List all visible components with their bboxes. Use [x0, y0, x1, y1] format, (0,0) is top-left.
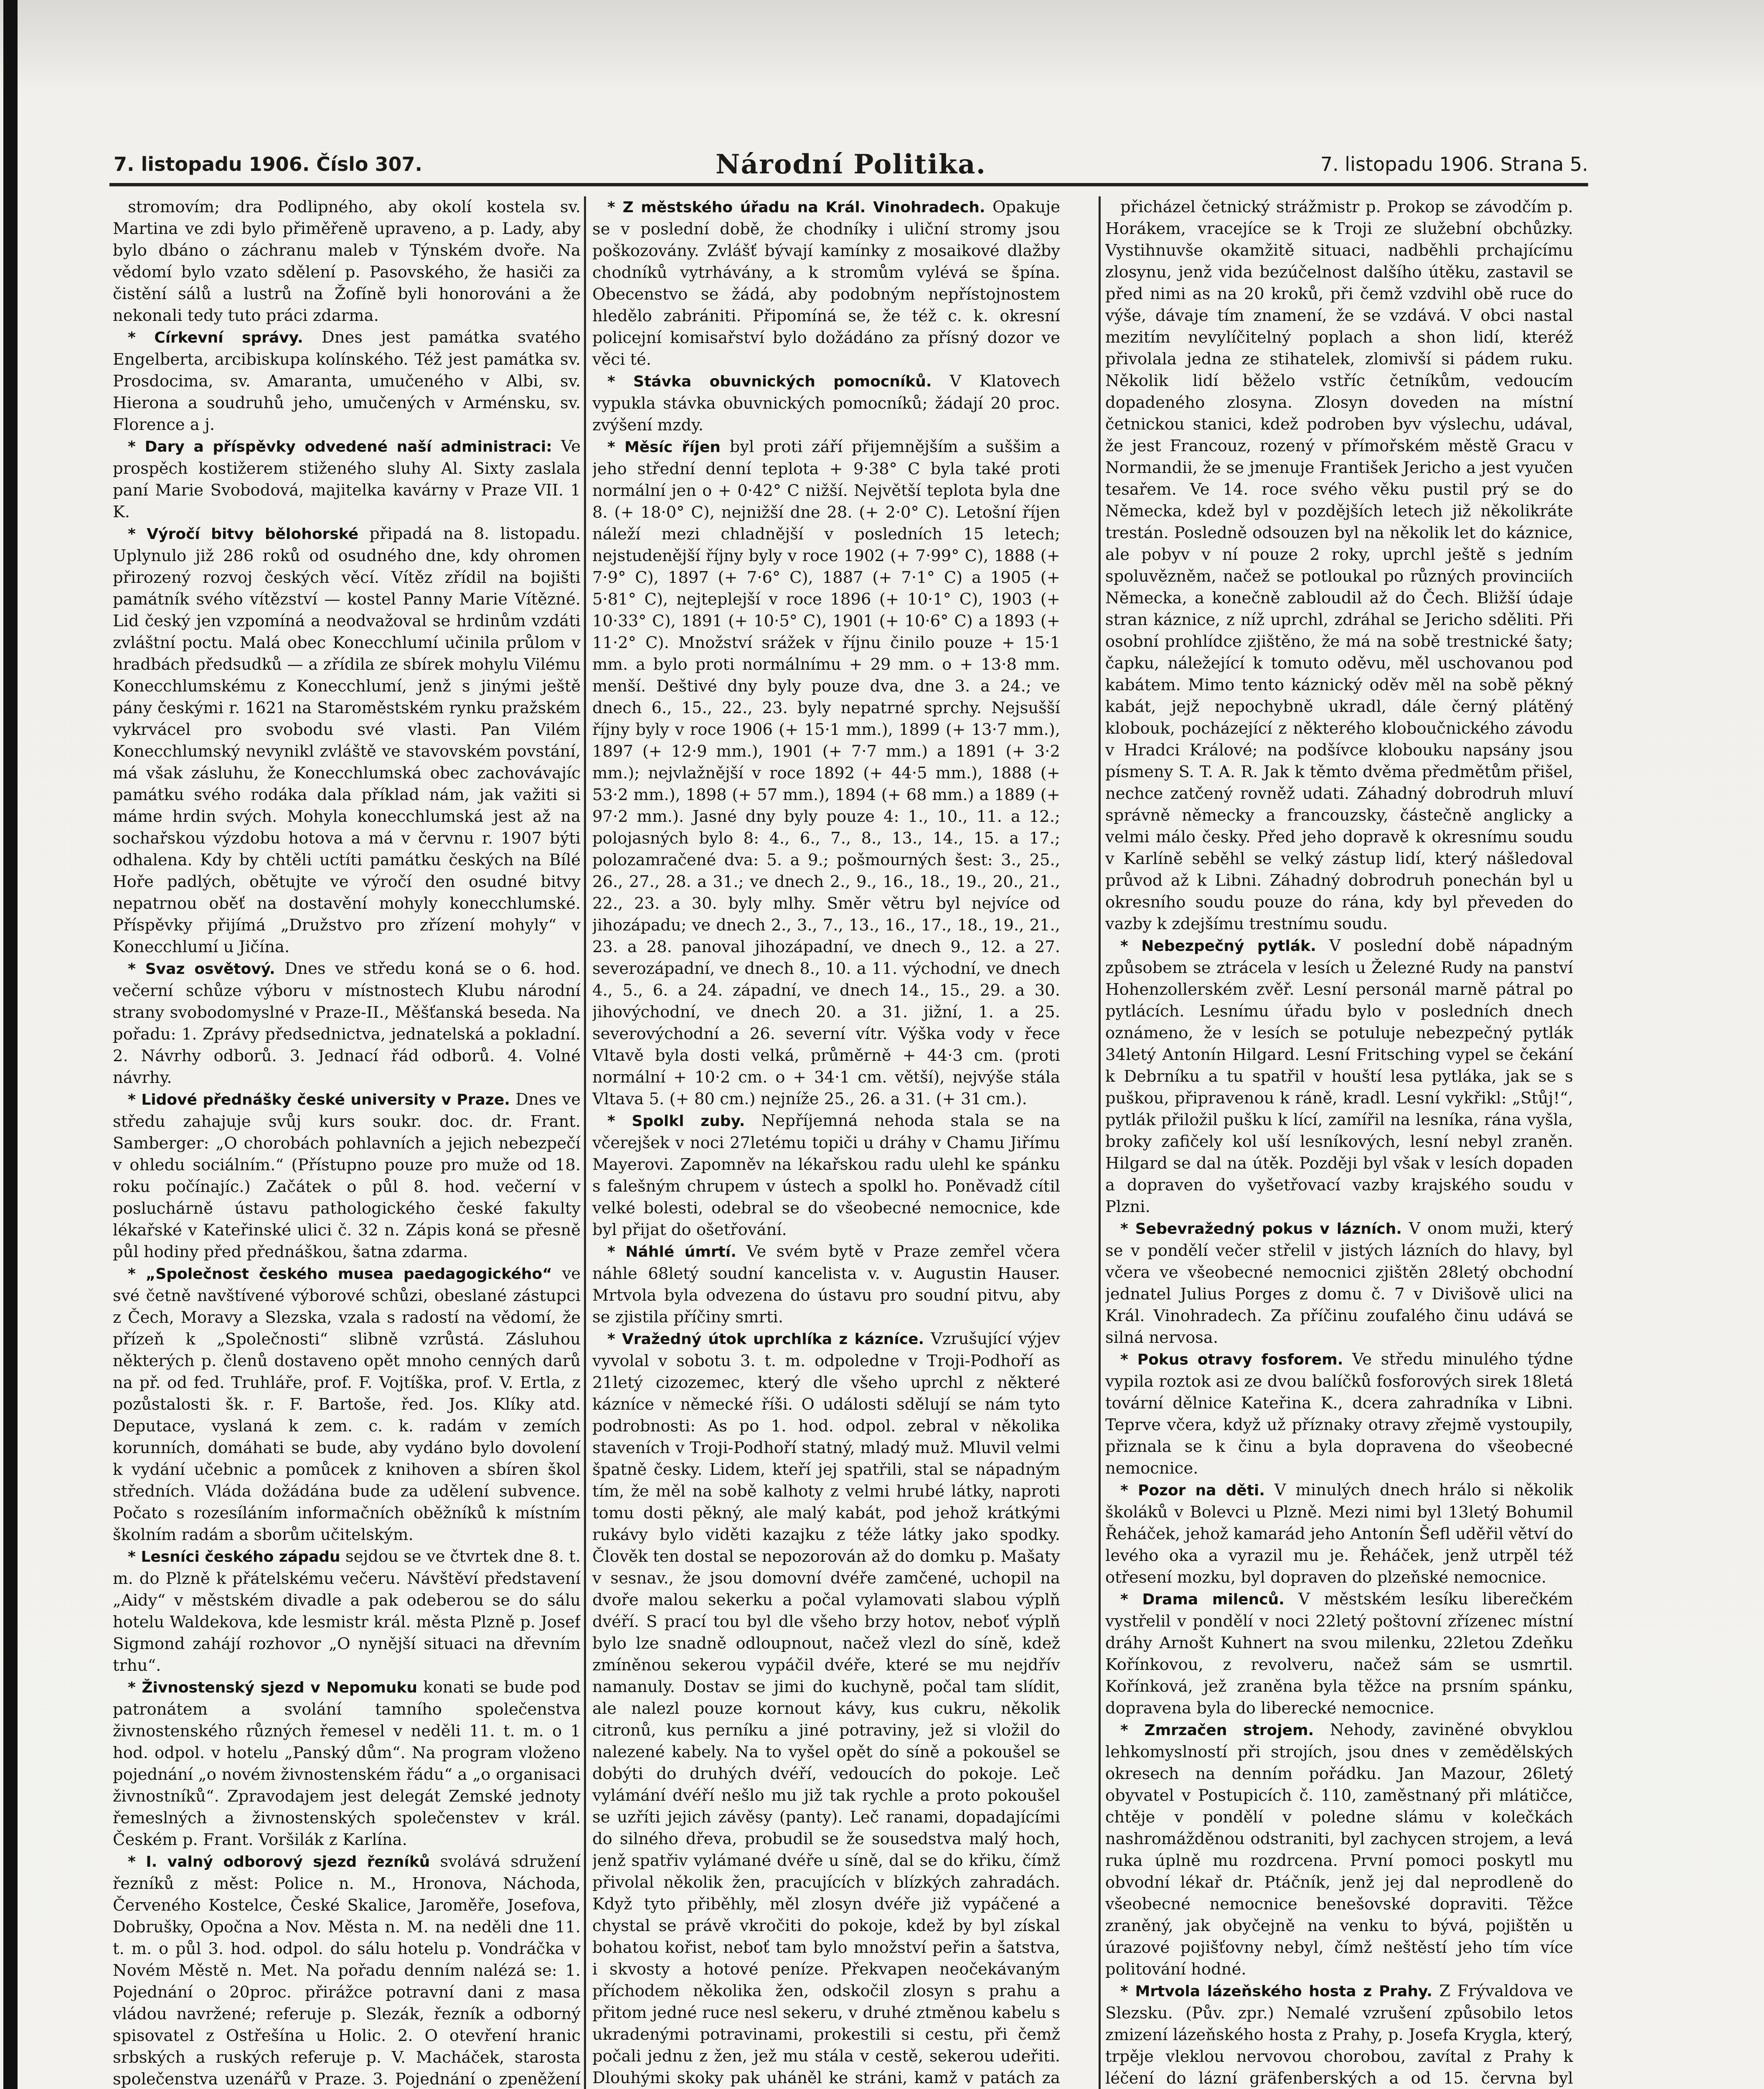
column-3 [1105, 196, 1573, 2089]
article-headline: * Církevní správy. [128, 329, 303, 346]
article-paragraph [1105, 1218, 1573, 1349]
article-headline: * Nebezpečný pytlák. [1120, 938, 1316, 955]
article-paragraph [1105, 935, 1573, 1218]
article-headline: * I. valný odborový sjezd řezníků [128, 1853, 430, 1870]
article-body: V Klatovech vypukla stávka obuvnických pomocníků; žádají 20 proc. zvýšení mzdy. [592, 372, 1060, 435]
article-body: Nehody, zaviněné obvyklou lehkomyslností při strojích, jsou dnes v zemědělských okresech na denním pořádku. Jan Mazour, 26letý obyvatel v Postupicích č. 110, zaměstnaný při mlátičce, chtěje v pondělí v poledne slámu v kolečkách nashromážděnou odstraniti, byl zachycen strojem, a levá ruka úplně mu rozdrcena. První pomoci poskytl mu obvodní lékař dr. Ptáčník, jenž jej dal neprodleně do všeobecné nemocnice benešovské dopraviti. Těžce zraněný, jak obyčejně na venku to bývá, pojištěn u úrazové pojišťovny nebyl, čímž neštěstí jeho tím více politování hodné. [1105, 1721, 1573, 1979]
masthead-title: Národní Politika. [716, 149, 986, 180]
article-body: svolává sdružení řezníků z měst: Police n. M., Hronova, Náchoda, Červeného Kostelce, České Skalice, Jaroměře, Josefova, Dobrušky, Opočna a Nov. Města n. M. na neděli dne 11. t. m. o půl 3. hod. odpol. do sálu hotelu p. Vondráčka v Novém Městě n. Met. Na pořadu denním nalézá se: 1. Pojednání o 20proc. přirážce potravní dani z masa vládou navržené; referuje p. Slezák, řezník a odborný spisovatel z Ostřešína u Holic. 2. O otevření hranic srbských a ruských referuje p. V. Macháček, starosta společenstva uzenářů v Praze. 3. Pojednání o zpeněžení [113, 1852, 581, 2089]
header-rule [109, 183, 1588, 186]
article-paragraph [1105, 1980, 1573, 2089]
article-body: Ve svém bytě v Praze zemřel včera náhle 68letý soudní kancelista v. v. Augustin Hauser. Mrtvola byla odvezena do ústavu pro soudní pitvu, aby se zjistila příčiny smrti. [592, 1242, 1060, 1327]
header-date-page: 7. listopadu 1906. Strana 5. [1320, 153, 1588, 175]
article-body: Nepříjemná nehoda stala se na včerejšek v noci 27letému topiči u dráhy v Chamu Jiřímu Mayerovi. Zapomněv na lékařskou radu ulehl ke spánku s falešným chrupem v ústech a spolkl ho. Poněvadž cítil velké bolesti, odebral se do všeobecné nemocnice, kde byl přijat do ošetřování. [592, 1111, 1060, 1239]
page-header [114, 147, 1588, 185]
article-body: připadá na 8. listopadu. Uplynulo již 286 roků od osudného dne, kdy ohromen přirozený rozvoj českých věcí. Vítěz zřídil na bojišti památník svého vítězství — kostel Panny Marie Vítězné. Lid český jen vzpomíná a neodvažoval se hrdinům vzdáti zvláštní poctu. Malá obec Konecchlumí učinila průlom v hradbách předsudků — a zřídila ze sbírek mohylu Vilému Konecchlumskému z Konecchlumí, jenž s jinými ještě pány českými r. 1621 na Staroměstském rynku pražském vykrvácel pro svobodu své vlasti. Pan Vilém Konecchlumský nevynikl zvláště ve stavovském povstání, má však zásluhu, že Konecchlumská obec zachovávajíc památku svého rodáka dala příklad nám, jak važiti si máme hrdin svých. Mohyla konecchlumská jest až na sochařskou výzdobu hotova a má v červnu r. 1907 býti odhalena. Kdy by chtěli uctíti památku českých na Bílé Hoře padlých, obětujte ve výročí den osudné bitvy nepatrnou oběť na dostavění mohyly konecchlumské. Příspěvky přijímá „Družstvo pro zřízení mohyly“ v Konecchlumí u Jičína. [113, 524, 581, 956]
article-paragraph [113, 1546, 581, 1677]
column-1 [113, 196, 581, 2089]
article-body: Ve prospěch kostižerem stiženého sluhy Al. Sixty zaslala paní Marie Svobodová, majitelka kavárny v Praze VII. 1 K. [113, 437, 581, 521]
article-headline: * Dary a příspěvky odvedené naší administraci: [128, 438, 552, 455]
article-paragraph [113, 1263, 581, 1546]
article-body: V onom muži, který se v pondělí večer střelil v jistých lázních do hlavy, byl včera ve všeobecné nemocnici zjištěn 28letý obchodní jednatel Julius Porges z domu č. 7 v Divišově ulici na Král. Vinohradech. Za příčinu zoufalého činu udává se silná nervosa. [1105, 1219, 1573, 1347]
article-body: Z Frývaldova ve Slezsku. (Pův. zpr.) Nemalé vzrušení způsobilo letos zmizení lázeňského hosta z Prahy, p. Josefa Krygla, který, trpěje vleklou nervovou chorobou, zavítal z Prahy k léčení do lázní gräfenberských a od 15. června byl [1105, 1982, 1573, 2088]
article-headline: * Zmrzačen strojem. [1120, 1722, 1314, 1739]
article-body: Ve středu minulého týdne vypila roztok asi ze dvou balíčků fosforových sirek 18letá tovární dělnice Kateřina K., dcera zahradníka v Libni. Teprve včera, když už příznaky otravy zřejmě vystoupily, přiznala se k činu a byla dopravena do všeobecné nemocnice. [1105, 1350, 1573, 1478]
article-headline: * Pokus otravy fosforem. [1120, 1351, 1343, 1368]
article-body: V minulých dnech hrálo si několik školáků v Bolevci u Plzně. Mezi nimi byl 13letý Bohumil Řeháček, jehož kamarád jeho Antonín Šefl uděřil větví do levého oka a vyrazil mu je. Řeháček, jenž utrpěl též otřesení mozku, byl dopraven do plzeňské nemocnice. [1105, 1481, 1573, 1587]
article-paragraph [113, 958, 581, 1089]
article-headline: * Z městského úřadu na Král. Vinohradech. [607, 199, 985, 216]
article-body: V městském lesíku liberečkém vystřelil v pondělí v noci 22letý poštovní zřízenec místní dráhy Arnošt Kuhnert na svou milenku, 22letou Zdeňku Kořínkovou, z revolveru, načež sám se usmrtil. Kořínková, jež zraněna byla těžce na prsním spánku, dopravena byla do liberecké nemocnice. [1105, 1590, 1573, 1718]
article-headline: * Měsíc říjen [607, 439, 721, 456]
article-paragraph [113, 1851, 581, 2089]
article-body: ve své četně navštívené výborové schůzi, obeslané zástupci z Čech, Moravy a Slezska, vzala s radostí na vědomí, že přízeň k „Společnosti“ slibně vzrůstá. Zásluhou některých p. členů dostaveno opět mnoho cenných darů na př. od fed. Truhláře, prof. F. Vojtíška, prof. V. Ertla, z pozůstalosti šk. r. F. Bartoše, řed. Jos. Klíky atd. Deputace, vyslaná k zem. c. k. radám v zemích korunních, domáhati se bude, aby vydáno bylo dovolení k vydání učebnic a pomůcek z knihoven a sbíren škol středních. Vláda dožádána bude za udělení subvence. Počato s rozesíláním informačních oběžníků k místním školním radám a sborům učitelským. [113, 1264, 581, 1544]
article-headline: * Mrtvola lázeňského hosta z Prahy. [1120, 1983, 1432, 2000]
article-body: Dnes ve středu zahajuje svůj kurs soukr. doc. dr. Frant. Samberger: „O chorobách pohlavních a jejich nebezpečí v ohledu sociálním.“ (Přístupno pouze pro muže od 18. roku počínajíc.) Začátek o půl 8. hod. večerní v posluchárně ústavu pathologického české fakulty lékařské v Kateřinské ulici č. 32 n. Zápis koná se přesně půl hodiny před přednáškou, šatna zdarma. [113, 1090, 581, 1261]
column-separator-1 [584, 196, 586, 2089]
article-body: sejdou se ve čtvrtek dne 8. t. m. do Plzně k přátelskému večeru. Návštěví představení „Aidy“ v městském divadle a pak odeberou se do sálu hotelu Waldekova, kde lesmistr král. města Plzně p. Josef Sigmond zahájí rozhovor „O nynější situaci na dřevním trhu“. [113, 1547, 581, 1675]
article-headline: * „Společnost českého musea paedagogického“ [128, 1266, 552, 1283]
article-body: konati se bude pod patronátem a svolání tamního společenstva živnostenského různých řemesel v neděli 11. t. m. o 1 hod. odpol. v hotelu „Panský dům“. Na program vloženo pojednání „o novém živnostenském řádu“ a „o organisaci živnostníků“. Zpravodajem jest delegát Zemské jednoty řemeslných a živnostenských společenstev v král. Českém p. Frant. Voršilák z Karlína. [113, 1678, 581, 1849]
article-paragraph [1105, 1719, 1573, 1980]
article-body: byl proti září přijemnějším a suššim a jeho střední denní teplota + 9·38° C byla také proti normální jen o + 0·42° C nižší. Největší teplota byla dne 8. (+ 18·0° C), nejnižší dne 28. (+ 2·0° C). Letošní říjen náleží mezi chladnější v posledních 15 letech; nejstudenější říjny byly v roce 1902 (+ 7·99° C), 1888 (+ 7·9° C), 1897 (+ 7·6° C), 1887 (+ 7·1° C) a 1905 (+ 5·81° C), nejteplejší v roce 1896 (+ 10·1° C), 1903 (+ 10·33° C), 1891 (+ 10·5° C), 1901 (+ 10·6° C) a 1893 (+ 11·2° C). Množství srážek v říjnu činilo pouze + 15·1 mm. a bylo proti normálnímu + 29 mm. o + 13·8 mm. menší. Deštivé dny byly pouze dva, dne 3. a 24.; ve dnech 6., 15., 22., 23. byly nepatrné sprchy. Nejsušší říjny byly v roce 1906 (+ 15·1 mm.), 1899 (+ 13·7 mm.), 1897 (+ 12·9 mm.), 1901 (+ 7·7 mm.) a 1891 (+ 3·2 mm.); nejvlažnější v roce 1892 (+ 44·5 mm.), 1888 (+ 53·2 mm.), 1898 (+ 57 mm.), 1894 (+ 68 mm.) a 1889 (+ 97·2 mm.). Jasné dny byly pouze 4: 1., 10., 11. a 12.; polojasných bylo 8: 4., 6., 7., 8., 13., 14., 15. a 17.; polozamračené dva: 5. a 9.; pošmourných šest: 3., 25., 26., 27., 28. a 31.; ve dnech 2., 9., 16., 18., 19., 20., 21., 22., 23. a 30. byly mlhy. Směr větru byl nejvíce od jihozápadu; ve dnech 2., 3., 7., 13., 16., 17., 18., 19., 21., 23. a 28. panoval jihozápadní, ve dnech 9., 12. a 27. severozápadní, ve dnech 8., 10. a 11. východní, ve dnech 4., 5., 6. a 24. západní, ve dnech 14., 15., 29. a 30. jihovýchodní, ve dnech 20. a 31. jižní, 1. a 25. severovýchodní a 26. severní vítr. Výška vody v řece Vltavě byla dosti velká, průměrně + 44·3 cm. (proti normální + 10·2 cm. o + 34·1 cm. větší), nejvýše stála Vltava 5. (+ 80 cm.) nejníže 25., 26. a 31. (+ 31 cm.). [592, 437, 1060, 1108]
article-paragraph [592, 1241, 1060, 1328]
article-paragraph [113, 523, 581, 958]
article-paragraph [592, 196, 1060, 371]
article-paragraph [592, 371, 1060, 436]
article-body: Opakuje se v poslední době, že chodníky i uliční stromy jsou poškozovány. Zvlášť bývají kamínky z mosaikové dlažby chodníků vytrhávány, a k stromům vylévá se špína. Obecenstvo se žádá, aby podobným nepřístojnostem hledělo zabrániti. Připomíná se, že též c. k. okresní policejní komisařství bylo dožádáno za přísný dozor ve věci té. [592, 198, 1060, 369]
article-paragraph [592, 1110, 1060, 1241]
column-2 [592, 196, 1060, 2089]
article-headline: * Svaz osvětový. [128, 961, 275, 978]
article-paragraph [113, 436, 581, 523]
article-headline: * Sebevražedný pokus v lázních. [1120, 1220, 1402, 1238]
article-headline: * Spolkl zuby. [607, 1113, 745, 1130]
article-paragraph [1105, 1349, 1573, 1479]
article-paragraph [113, 196, 581, 327]
article-body: stromovím; dra Podlipného, aby okolí kostela sv. Martina ve zdi bylo přiměřeně upraveno, a p. Lady, aby bylo dbáno o záchranu maleb v Týnském dvoře. Na vědomí bylo vzato sdělení p. Pasovského, že hasiči za čistění sálů a lustrů na Žofíně byli honorováni a že nekonali tedy tuto práci zdarma. [113, 198, 581, 325]
article-paragraph [1105, 1588, 1573, 1719]
article-headline: * Pozor na děti. [1120, 1482, 1265, 1499]
header-date-issue: 7. listopadu 1906. Číslo 307. [114, 153, 422, 175]
scan-edge-shadow [3, 0, 18, 2089]
article-headline: * Výročí bitvy bělohorské [128, 526, 359, 543]
article-paragraph [1105, 196, 1573, 935]
article-headline: * Stávka obuvnických pomocníků. [607, 373, 932, 390]
article-body: přicházel četnický strážmistr p. Prokop se závodčím p. Horákem, vracejíce se k Troji ze služební obchůzky. Vystihnuvše okamžitě situaci, nadběhli prchajícímu zlosynu, jenž vida bezúčelnost dalšího útěku, zastavil se před nimi as na 20 kroků, při čemž vzdvihl obě ruce do výše, dávaje tím znamení, že se vzdává. V obci nastal mezitím nevylíčitelný poplach a shon lidí, kteréž přivolala jedna ze stihatelek, zlomivší si pádem ruku. Několik lidí běželo vstříc četníkům, vedoucím dopadeného zlosyna. Zlosyn doveden na místní četnickou stanici, kdež podroben byv výslechu, udával, že jest Francouz, rozený v přímořském městě Gracu v Normandii, že se jmenuje František Jericho a jest vyučen tesařem. Ve 14. roce svého věku pustil prý se do Německa, kdež byl v pozdějších letech již několikráte trestán. Posledně odsouzen byl na několik let do káznice, ale pobyv v ní pouze 2 roky, uprchl ještě s jedním spoluvězněm, načež se potloukal po různých provinciích Německa, a konečně zabloudil až do Čech. Bližší údaje stran káznice, z níž uprchl, zdráhal se Jericho sděliti. Při osobní prohlídce zjištěno, že má na sobě trestnické šaty; čapku, náležející k tomuto oděvu, měl uschovanou pod kabátem. Mimo tento káznický oděv měl na sobě pěkný kabát, jejž nepochybně ukradl, dále černý plátěný klobouk, pocházející z některého kloboučnického závodu v Hradci Králové; na podšívce klobouku napsány jsou písmeny S. T. A. R. Jak k těmto dvěma předmětům přišel, nechce zatčený rovněž udati. Záhadný dobrodruh mluví správně německy a francouzsky, částečně anglicky a velmi málo česky. Před jeho dopravě k okresnímu soudu v Karlíně seběhl se velký zástup lidí, který nášledoval průvod až k Libni. Záhadný dobrodruh ponechán byl u okresního soudu pouze do rána, kdy byl převeden do vazby k zdejšímu trestnímu soudu. [1105, 198, 1573, 933]
article-body: Dnes ve středu koná se o 6. hod. večerní schůze výboru v místnostech Klubu národní strany svobodomyslné v Praze-II., Měšťanská beseda. Na pořadu: 1. Zprávy předsednictva, jednatelská a pokladní. 2. Návrhy odborů. 3. Jednací řád odborů. 4. Volné návrhy. [113, 959, 581, 1087]
article-body: Vzrušující výjev vyvolal v sobotu 3. t. m. odpoledne v Troji-Podhoří as 21letý cizozemec, který dle všeho uprchl z některé kázníce v německé říši. O události sdělují se nám tyto podrobnosti: As po 1. hod. odpol. zebral v několika staveních v Troji-Podhoří statný, mladý muž. Mluvil velmi špatně česky. Lidem, kteří jej spatřili, stal se nápadným tím, že měl na sobě kalhoty z velmi hrubé látky, naproti tomu dosti pěkný, ale malý kabát, pod jehož krátkými rukávy bylo viděti kazajku z téže látky jako spodky. Člověk ten dostal se nepozorován až do domku p. Mašaty v sesnav., že jsou domovní dvéře zamčené, uchopil na dvoře malou sekerku a počal vylamovati slabou výplň dvéří. S prací tou byl dle všeho brzy hotov, neboť výplň bylo lze snadně odloupnout, načež vlezl do síně, kdež zmíněnou sekerou vypáčil dvéře, které se mu nejdřív namanuly. Dostav se jimi do kuchyně, počal tam slídit, ale nalezl pouze kornout kávy, kus cukru, několik citronů, kus perníku a jiné potraviny, jež si vložil do nalezené kabely. Na to vyšel opět do síně a pokoušel se dobýti do druhých dvéří, vedoucích do pokoje. Leč vylámání dvéří nešlo mu již tak rychle a proto pokoušel se uzříti jejich závěsy (panty). Leč ranami, dopadajícími do silného dřeva, probudil se že sousedstva malý hoch, jenž spatřiv vylámané dvéře u síně, dal se do křiku, čímž přivolal několik žen, pracujících v blízkých zahradách. Když tyto přiběhly, měl zlosyn dvéře již vypáčené a chystal se právě vkročiti do pokoje, kdež by byl získal bohatou kořist, neboť tam bylo množství peřin a šatstva, i skvosty a hotové peníze. Překvapen neočekávaným příchodem několika žen, odskočil zlosyn s prahu a přitom jedné ruce nesl sekeru, v druhé ztměnou kabelu s ukradenými potravinami, prokestili si cestu, při čemž počali jednu z žen, jež mu stála v cestě, sekerou udeřiti. Dlouhými skoky pak uháněl ke stráni, kamž v patách za [592, 1329, 1060, 2087]
article-paragraph [113, 1089, 581, 1263]
article-body: Dnes jest památka svatého Engelberta, arcibiskupa kolínského. Též jest památka sv. Prosdocima, sv. Amaranta, umučeného v Albi, sv. Hierona a soudruhů jeho, umučených v Arménsku, sv. Florence a j. [113, 328, 581, 434]
article-headline: * Lidové přednášky české university v Praze. [128, 1091, 510, 1108]
article-headline: * Vražedný útok uprchlíka z kázníce. [607, 1331, 924, 1348]
article-paragraph [592, 1328, 1060, 2089]
article-paragraph [113, 1677, 581, 1851]
article-headline: * Náhlé úmrtí. [607, 1243, 736, 1261]
article-paragraph [1105, 1479, 1573, 1588]
article-headline: * Živnostenský sjezd v Nepomuku [128, 1679, 417, 1696]
article-paragraph [592, 436, 1060, 1110]
article-headline: * Drama milenců. [1120, 1591, 1284, 1608]
article-headline: * Lesníci českého západu [128, 1548, 340, 1565]
article-body: V poslední době nápadným způsobem se ztrácela v lesích u Železné Rudy na panství Hohenzollerském zvěř. Lesní personál marně pátral po pytlácích. Lesnímu úřadu bylo v posledních dnech oznámeno, že v lesích se potuluje nebezpečný pytlák 34letý Antonín Hilgard. Lesní Fritsching vypel se čekání k Debrníku a tu spatřil v houští lesa pytláka, jak se s puškou, připravenou k ráně, kradl. Lesní vykřikl: „Stůj!“, pytlák přiložil pušku k lící, zamířil na lesníka, rána vyšla, broky zafičely kol uší lesníkových, lesní nebyl zraněn. Hilgard se dal na útěk. Později byl však v lesích dopaden a dopraven do vyšetřovací vazby krajského soudu v Plzni. [1105, 936, 1573, 1216]
column-separator-2 [1099, 196, 1101, 2089]
article-paragraph [113, 327, 581, 436]
